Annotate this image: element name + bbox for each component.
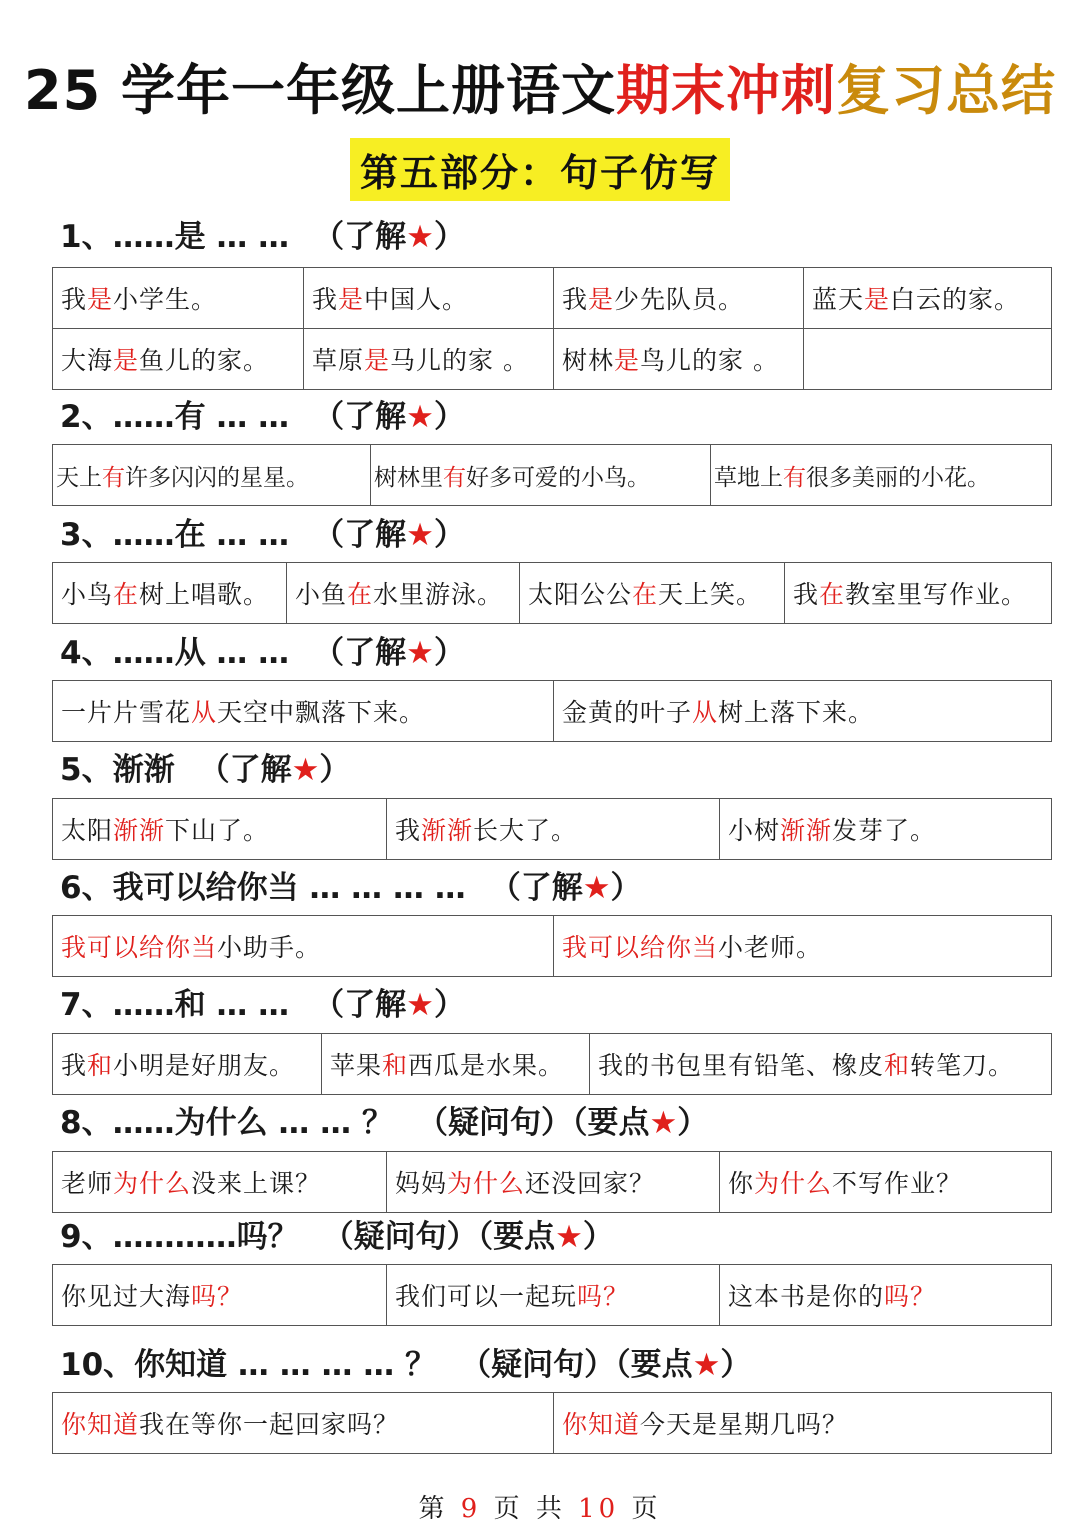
table-row xyxy=(53,1034,1051,1094)
level-tag: （了解 xyxy=(313,399,407,435)
sentence-text: 转笔刀。 xyxy=(910,1051,1015,1080)
key-word: 有 xyxy=(783,464,806,491)
sentence-pattern: 7、……和 … … xyxy=(60,987,290,1023)
sentence-text: 小老师。 xyxy=(718,933,823,962)
sentence-pattern: 2、……有 … … xyxy=(60,399,290,435)
section-heading-3 xyxy=(60,515,465,555)
sentence-text: 金黄的叶子 xyxy=(562,698,693,727)
example-sentence xyxy=(321,1034,589,1094)
footer-prefix: 第 xyxy=(418,1494,461,1524)
example-sentence xyxy=(803,329,1050,389)
sentence-text: 妈妈 xyxy=(395,1169,448,1198)
example-sentence xyxy=(710,445,1050,505)
key-word: 在 xyxy=(819,580,846,609)
level-tag: （疑问句）（要点 xyxy=(416,1105,650,1141)
example-sentence xyxy=(370,445,710,505)
level-tag-end: ） xyxy=(433,635,465,671)
sentence-text: 很多美丽的小花。 xyxy=(806,464,990,491)
section-heading-1 xyxy=(60,217,465,257)
key-word: 是 xyxy=(864,285,891,314)
star-icon: ★ xyxy=(406,399,434,435)
sentence-text: 鱼儿的家。 xyxy=(139,346,270,375)
sentence-text: 蓝天 xyxy=(812,285,865,314)
sentence-text: 长大了。 xyxy=(473,816,578,845)
table-row xyxy=(53,799,1051,859)
star-icon: ★ xyxy=(406,517,434,553)
section-heading-4 xyxy=(60,633,465,673)
sentence-text: 我 xyxy=(312,285,339,314)
example-sentence xyxy=(553,268,803,328)
key-word: 渐渐 xyxy=(780,816,833,845)
sentence-text: 草原 xyxy=(312,346,365,375)
table-row xyxy=(53,681,1051,741)
sentence-text: 我们可以一起玩 xyxy=(395,1282,578,1311)
sentence-text: 小明是好朋友。 xyxy=(113,1051,296,1080)
sentence-text: 小鱼 xyxy=(295,580,348,609)
sentence-text: 老师 xyxy=(61,1169,114,1198)
sentence-pattern: 1、……是 … … xyxy=(60,219,290,255)
sentence-text: 今天是星期几吗？ xyxy=(640,1410,849,1439)
sentence-text: 我 xyxy=(61,285,88,314)
example-table-6 xyxy=(52,915,1052,977)
star-icon: ★ xyxy=(406,987,434,1023)
example-table-1 xyxy=(52,267,1052,390)
example-sentence xyxy=(719,799,1050,859)
sentence-text: 草地上 xyxy=(714,464,783,491)
sentence-text: 树上落下来。 xyxy=(718,698,875,727)
title-part-3: 复习总结 xyxy=(835,59,1056,122)
key-word: 在 xyxy=(347,580,374,609)
star-icon: ★ xyxy=(692,1347,721,1383)
example-sentence xyxy=(303,329,553,389)
table-row xyxy=(53,1265,1051,1325)
title-part-2: 期末冲刺 xyxy=(615,59,836,122)
section-heading-10 xyxy=(60,1345,751,1385)
table-row xyxy=(53,268,1051,328)
key-word: 和 xyxy=(382,1051,409,1080)
table-row xyxy=(53,916,1051,976)
level-tag: （了解 xyxy=(313,635,407,671)
example-table-7 xyxy=(52,1033,1052,1095)
example-sentence xyxy=(386,799,719,859)
level-tag-end: ） xyxy=(319,752,351,788)
example-sentence xyxy=(286,563,519,623)
sentence-text: 大海 xyxy=(61,346,114,375)
sentence-text: 白云的家。 xyxy=(890,285,1021,314)
footer-suffix: 页 xyxy=(619,1494,662,1524)
example-sentence xyxy=(386,1265,719,1325)
star-icon: ★ xyxy=(555,1219,583,1255)
sentence-text: 太阳 xyxy=(61,816,114,845)
level-tag-end: ） xyxy=(582,1219,614,1255)
key-word: 是 xyxy=(87,285,114,314)
example-sentence xyxy=(53,681,553,741)
example-table-3 xyxy=(52,562,1052,624)
key-word: 我可以给你当 xyxy=(61,933,218,962)
example-sentence xyxy=(53,329,303,389)
example-sentence xyxy=(53,268,303,328)
example-sentence xyxy=(553,916,1050,976)
page-footer xyxy=(0,1488,1080,1525)
example-sentence xyxy=(53,799,386,859)
example-sentence xyxy=(53,563,286,623)
example-table-4 xyxy=(52,680,1052,742)
example-sentence xyxy=(53,1393,553,1453)
key-word: 为什么 xyxy=(447,1169,526,1198)
sentence-text: 发芽了。 xyxy=(832,816,937,845)
level-tag-end: ） xyxy=(677,1105,709,1141)
example-sentence xyxy=(53,1265,386,1325)
sentence-text: 还没回家？ xyxy=(525,1169,656,1198)
table-row xyxy=(53,1393,1051,1453)
key-word: 是 xyxy=(338,285,365,314)
sentence-text: 许多闪闪的星星。 xyxy=(125,464,309,491)
sentence-text: 树林 xyxy=(562,346,615,375)
section-heading-7 xyxy=(60,985,465,1025)
star-icon: ★ xyxy=(291,752,320,788)
section-heading-6 xyxy=(60,868,642,908)
key-word: 渐渐 xyxy=(421,816,474,845)
section-subtitle: 第五部分：句子仿写 xyxy=(350,138,730,201)
key-word: 有 xyxy=(443,464,466,491)
level-tag: （了解 xyxy=(313,987,407,1023)
table-row xyxy=(53,1152,1051,1212)
sentence-text: 下山了。 xyxy=(165,816,270,845)
sentence-text: 一片片雪花 xyxy=(61,698,192,727)
key-word: 在 xyxy=(113,580,140,609)
sentence-text: 水里游泳。 xyxy=(373,580,504,609)
sentence-text: 天上笑。 xyxy=(658,580,763,609)
sentence-pattern: 10、你知道 … … … … ？ xyxy=(60,1347,437,1383)
example-table-2 xyxy=(52,444,1052,506)
example-sentence xyxy=(53,1152,386,1212)
example-sentence xyxy=(719,1152,1050,1212)
sentence-text: 树上唱歌。 xyxy=(139,580,270,609)
sentence-pattern: 6、我可以给你当 … … … … xyxy=(60,870,466,906)
key-word: 你知道 xyxy=(562,1410,641,1439)
key-word: 从 xyxy=(191,698,218,727)
example-sentence xyxy=(303,268,553,328)
example-sentence xyxy=(53,445,370,505)
example-sentence xyxy=(553,1393,1050,1453)
sentence-text: 我 xyxy=(395,816,422,845)
example-sentence xyxy=(803,268,1050,328)
sentence-text: 西瓜是水果。 xyxy=(408,1051,565,1080)
key-word: 是 xyxy=(113,346,140,375)
table-row xyxy=(53,445,1051,505)
sentence-text: 这本书是你的 xyxy=(728,1282,885,1311)
section-heading-8 xyxy=(60,1103,708,1143)
example-sentence xyxy=(519,563,784,623)
key-word: 是 xyxy=(364,346,391,375)
title-part-1: 25 学年一年级上册语文 xyxy=(24,59,616,122)
example-sentence xyxy=(386,1152,719,1212)
level-tag: （了解 xyxy=(313,517,407,553)
example-sentence xyxy=(53,1034,321,1094)
sentence-text: 苹果 xyxy=(330,1051,383,1080)
total-page-number: 10 xyxy=(578,1494,620,1524)
sentence-text: 你见过大海 xyxy=(61,1282,192,1311)
level-tag-end: ） xyxy=(610,870,642,906)
sentence-text: 马儿的家 。 xyxy=(390,346,529,375)
sentence-text: 少先队员。 xyxy=(614,285,745,314)
star-icon: ★ xyxy=(406,635,434,671)
level-tag-end: ） xyxy=(720,1347,752,1383)
section-heading-5 xyxy=(60,750,350,790)
level-tag: （了解 xyxy=(313,219,407,255)
sentence-text: 我在等你一起回家吗？ xyxy=(139,1410,400,1439)
key-word: 你知道 xyxy=(61,1410,140,1439)
level-tag-end: ） xyxy=(433,219,465,255)
sentence-text: 没来上课？ xyxy=(191,1169,322,1198)
key-word: 我可以给你当 xyxy=(562,933,719,962)
example-sentence xyxy=(53,916,553,976)
level-tag: （了解 xyxy=(198,752,292,788)
page-title xyxy=(0,48,1080,125)
footer-mid: 页 共 xyxy=(481,1494,579,1524)
key-word: 是 xyxy=(588,285,615,314)
example-table-10 xyxy=(52,1392,1052,1454)
star-icon: ★ xyxy=(649,1105,678,1141)
key-word: 为什么 xyxy=(754,1169,833,1198)
example-sentence xyxy=(553,681,1050,741)
key-word: 在 xyxy=(632,580,659,609)
example-table-9 xyxy=(52,1264,1052,1326)
example-table-5 xyxy=(52,798,1052,860)
key-word: 和 xyxy=(87,1051,114,1080)
table-row xyxy=(53,328,1051,389)
sentence-pattern: 5、渐渐 xyxy=(60,752,175,788)
sentence-text: 小鸟 xyxy=(61,580,114,609)
sentence-text: 我 xyxy=(562,285,589,314)
sentence-text: 小树 xyxy=(728,816,781,845)
table-row xyxy=(53,563,1051,623)
level-tag-end: ） xyxy=(433,987,465,1023)
sentence-text: 不写作业？ xyxy=(832,1169,963,1198)
sentence-text: 天上 xyxy=(56,464,102,491)
section-heading-2 xyxy=(60,397,465,437)
key-word: 是 xyxy=(614,346,641,375)
level-tag: （了解 xyxy=(489,870,583,906)
sentence-text: 教室里写作业。 xyxy=(845,580,1028,609)
sentence-text: 中国人。 xyxy=(364,285,469,314)
sentence-text: 太阳公公 xyxy=(528,580,633,609)
key-word: 吗？ xyxy=(191,1282,244,1311)
sentence-text: 小助手。 xyxy=(217,933,322,962)
sentence-text: 我 xyxy=(61,1051,88,1080)
sentence-text: 我 xyxy=(793,580,820,609)
sentence-pattern: 3、……在 … … xyxy=(60,517,290,553)
example-sentence xyxy=(553,329,803,389)
sentence-text: 我的书包里有铅笔、橡皮 xyxy=(598,1051,885,1080)
sentence-text: 你 xyxy=(728,1169,755,1198)
sentence-pattern: 8、……为什么 … … ？ xyxy=(60,1105,393,1141)
key-word: 有 xyxy=(102,464,125,491)
star-icon: ★ xyxy=(406,219,434,255)
sentence-text: 树林里 xyxy=(374,464,443,491)
key-word: 为什么 xyxy=(113,1169,192,1198)
key-word: 从 xyxy=(692,698,719,727)
sentence-pattern: 4、……从 … … xyxy=(60,635,290,671)
example-sentence xyxy=(589,1034,1050,1094)
level-tag: （疑问句）（要点 xyxy=(322,1219,556,1255)
level-tag: （疑问句）（要点 xyxy=(460,1347,693,1383)
sentence-text: 好多可爱的小鸟。 xyxy=(466,464,650,491)
key-word: 吗？ xyxy=(577,1282,630,1311)
key-word: 吗？ xyxy=(884,1282,937,1311)
example-sentence xyxy=(719,1265,1050,1325)
section-heading-9 xyxy=(60,1217,614,1257)
level-tag-end: ） xyxy=(433,399,465,435)
example-table-8 xyxy=(52,1151,1052,1213)
sentence-text: 天空中飘落下来。 xyxy=(217,698,426,727)
star-icon: ★ xyxy=(582,870,611,906)
key-word: 渐渐 xyxy=(113,816,166,845)
sentence-pattern: 9、…………吗？ xyxy=(60,1219,299,1255)
sentence-text: 鸟儿的家 。 xyxy=(640,346,779,375)
level-tag-end: ） xyxy=(433,517,465,553)
sentence-text: 小学生。 xyxy=(113,285,218,314)
example-sentence xyxy=(784,563,1050,623)
current-page-number: 9 xyxy=(460,1494,482,1524)
key-word: 和 xyxy=(884,1051,911,1080)
